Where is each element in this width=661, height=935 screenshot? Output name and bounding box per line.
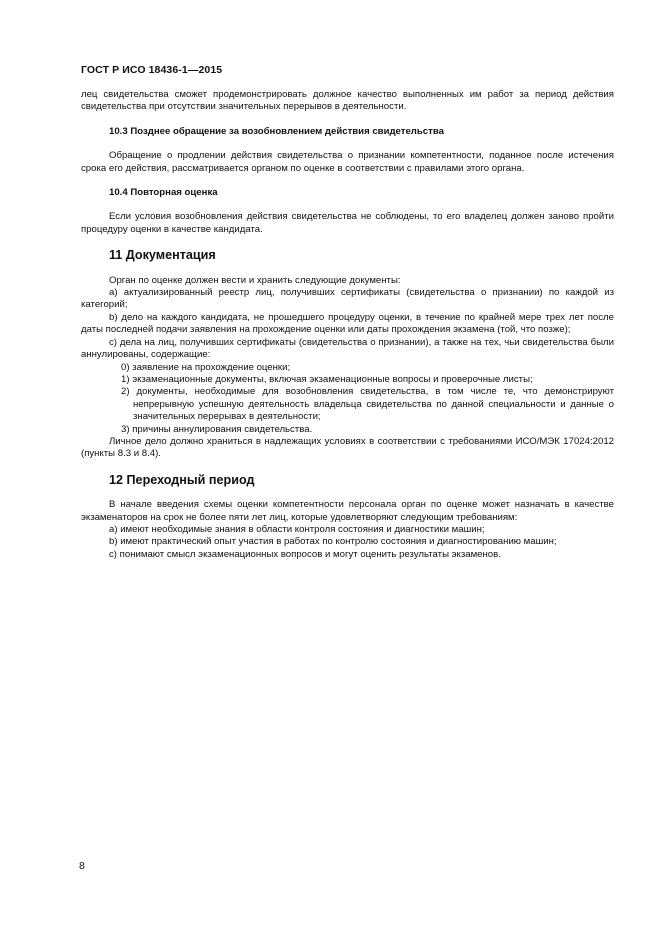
section-12-heading: 12 Переходный период	[109, 472, 255, 487]
section-12-item-b: b) имеют практический опыт участия в работах по контролю состояния и диагностированию машин;	[109, 536, 557, 548]
section-12-lead: В начале введения схемы оценки компетентности персонала орган по оценке может назначать в качестве экзаменаторов на срок не более пяти лет лиц, которые удовлетворяют следующим требованиям:	[81, 499, 614, 523]
section-11-subitem-0: 0) заявление на прохождение оценки;	[121, 361, 291, 373]
section-10-3-text: Обращение о продлении действия свидетельства о признании компетентности, поданное после истечения срока его действия, рассматривается органом по оценке в соответствии с правилами этого органа.	[81, 150, 614, 174]
section-11-heading: 11 Документация	[109, 248, 216, 263]
section-10-4-heading: 10.4 Повторная оценка	[109, 187, 218, 199]
section-11-item-b: b) дело на каждого кандидата, не прошедшего процедуру оценки, в течение по крайней мере трех лет после даты последней подачи заявления на прохождение оценки или даты прохождения экзамена (той, что позже);	[81, 311, 614, 336]
section-12-item-a: a) имеют необходимые знания в области контроля состояния и диагностики машин;	[109, 523, 485, 535]
section-11-item-c: c) дела на лиц, получивших сертификаты (свидетельства о признании), а также на тех, чьи свидетельства были аннулированы, содержащие:	[81, 336, 614, 361]
section-10-4-text: Если условия возобновления действия свидетельства не соблюдены, то его владелец должен заново пройти процедуру оценки в качестве кандидата.	[81, 211, 614, 235]
intro-paragraph: лец свидетельства сможет продемонстрировать должное качество выполненных им работ за период действия свидетельства при отсутствии значительных перерывов в деятельности.	[81, 89, 614, 113]
section-12-item-c: c) понимают смысл экзаменационных вопросов и могут оценить результаты экзаменов.	[109, 548, 501, 560]
document-body	[81, 89, 614, 561]
section-11-subitem-3: 3) причины аннулирования свидетельства.	[121, 423, 313, 435]
section-11-subitem-2: 2) документы, необходимые для возобновления свидетельства, в том числе те, что демонстрируют непрерывную успешную деятельность владельца свидетельства по данной специальности и данные о значительных перерывах в деятельности;	[121, 386, 614, 423]
section-11-subitem-1: 1) экзаменационные документы, включая экзаменационные вопросы и проверочные листы;	[121, 373, 533, 385]
section-11-item-a: a) актуализированный реестр лиц, получивших сертификаты (свидетельства о признании) по каждой из категорий;	[81, 287, 614, 311]
page-number: 8	[79, 860, 85, 872]
section-11-lead: Орган по оценке должен вести и хранить следующие документы:	[109, 274, 401, 286]
document-code-header: ГОСТ Р ИСО 18436-1—2015	[81, 64, 223, 76]
section-10-3-heading: 10.3 Позднее обращение за возобновлением действия свидетельства	[109, 125, 444, 137]
section-11-closing: Личное дело должно храниться в надлежащих условиях в соответствии с требованиями ИСО/МЭК 17024:2012 (пункты 8.3 и 8.4).	[81, 435, 614, 460]
